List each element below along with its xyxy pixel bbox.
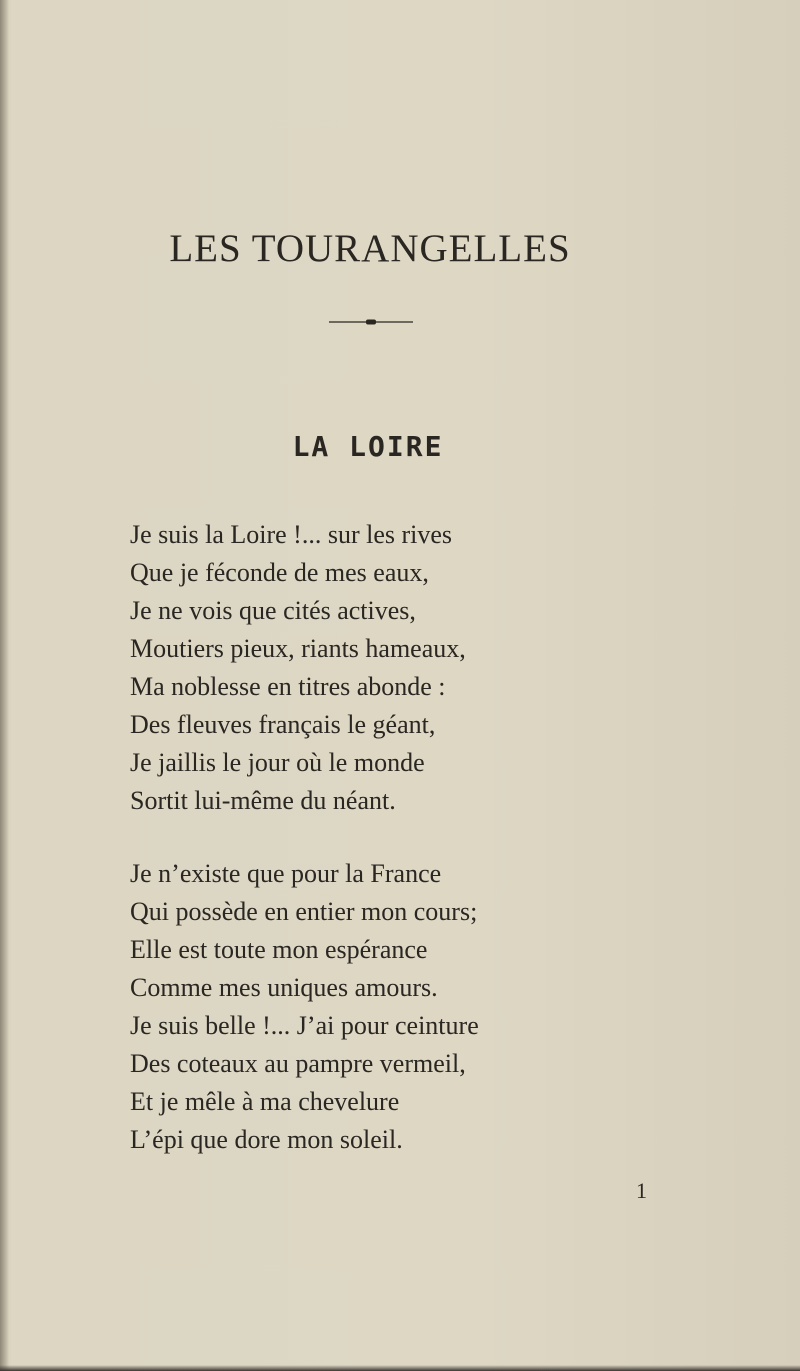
poem-line: Sortit lui-même du néant. xyxy=(130,786,396,815)
page-number: 1 xyxy=(636,1178,647,1203)
poem-line: Et je mêle à ma chevelure xyxy=(130,1087,400,1116)
poem-line: Je n’existe que pour la France xyxy=(130,859,442,888)
poem-line: Des coteaux au pampre vermeil, xyxy=(130,1049,466,1078)
poem-line: Je suis belle !... J’ai pour ceinture xyxy=(130,1011,479,1040)
book-title: LES TOURANGELLES xyxy=(169,227,571,270)
poem-title: LA LOIRE xyxy=(292,430,444,463)
page-bottom-edge xyxy=(0,1365,800,1371)
poem-stanza-2 xyxy=(130,855,479,1159)
poem-line: Je suis la Loire !... sur les rives xyxy=(130,520,453,549)
poem-line: Comme mes uniques amours. xyxy=(130,973,438,1002)
poem-line: Elle est toute mon espérance xyxy=(130,935,428,964)
poem-line: Des fleuves français le géant, xyxy=(130,710,436,739)
poem-line: Ma noblesse en titres abonde : xyxy=(130,672,446,701)
poem-line: Je ne vois que cités actives, xyxy=(130,596,416,625)
title-divider-ornament xyxy=(329,318,413,326)
poem-line: Moutiers pieux, riants hameaux, xyxy=(130,634,466,663)
poem-line: Qui possède en entier mon cours; xyxy=(130,897,478,926)
poem-stanza-1 xyxy=(130,516,466,820)
page-binding-edge xyxy=(0,0,9,1371)
poem-line: L’épi que dore mon soleil. xyxy=(130,1125,403,1154)
poem-line: Que je féconde de mes eaux, xyxy=(130,558,429,587)
poem-line: Je jaillis le jour où le monde xyxy=(130,748,425,777)
